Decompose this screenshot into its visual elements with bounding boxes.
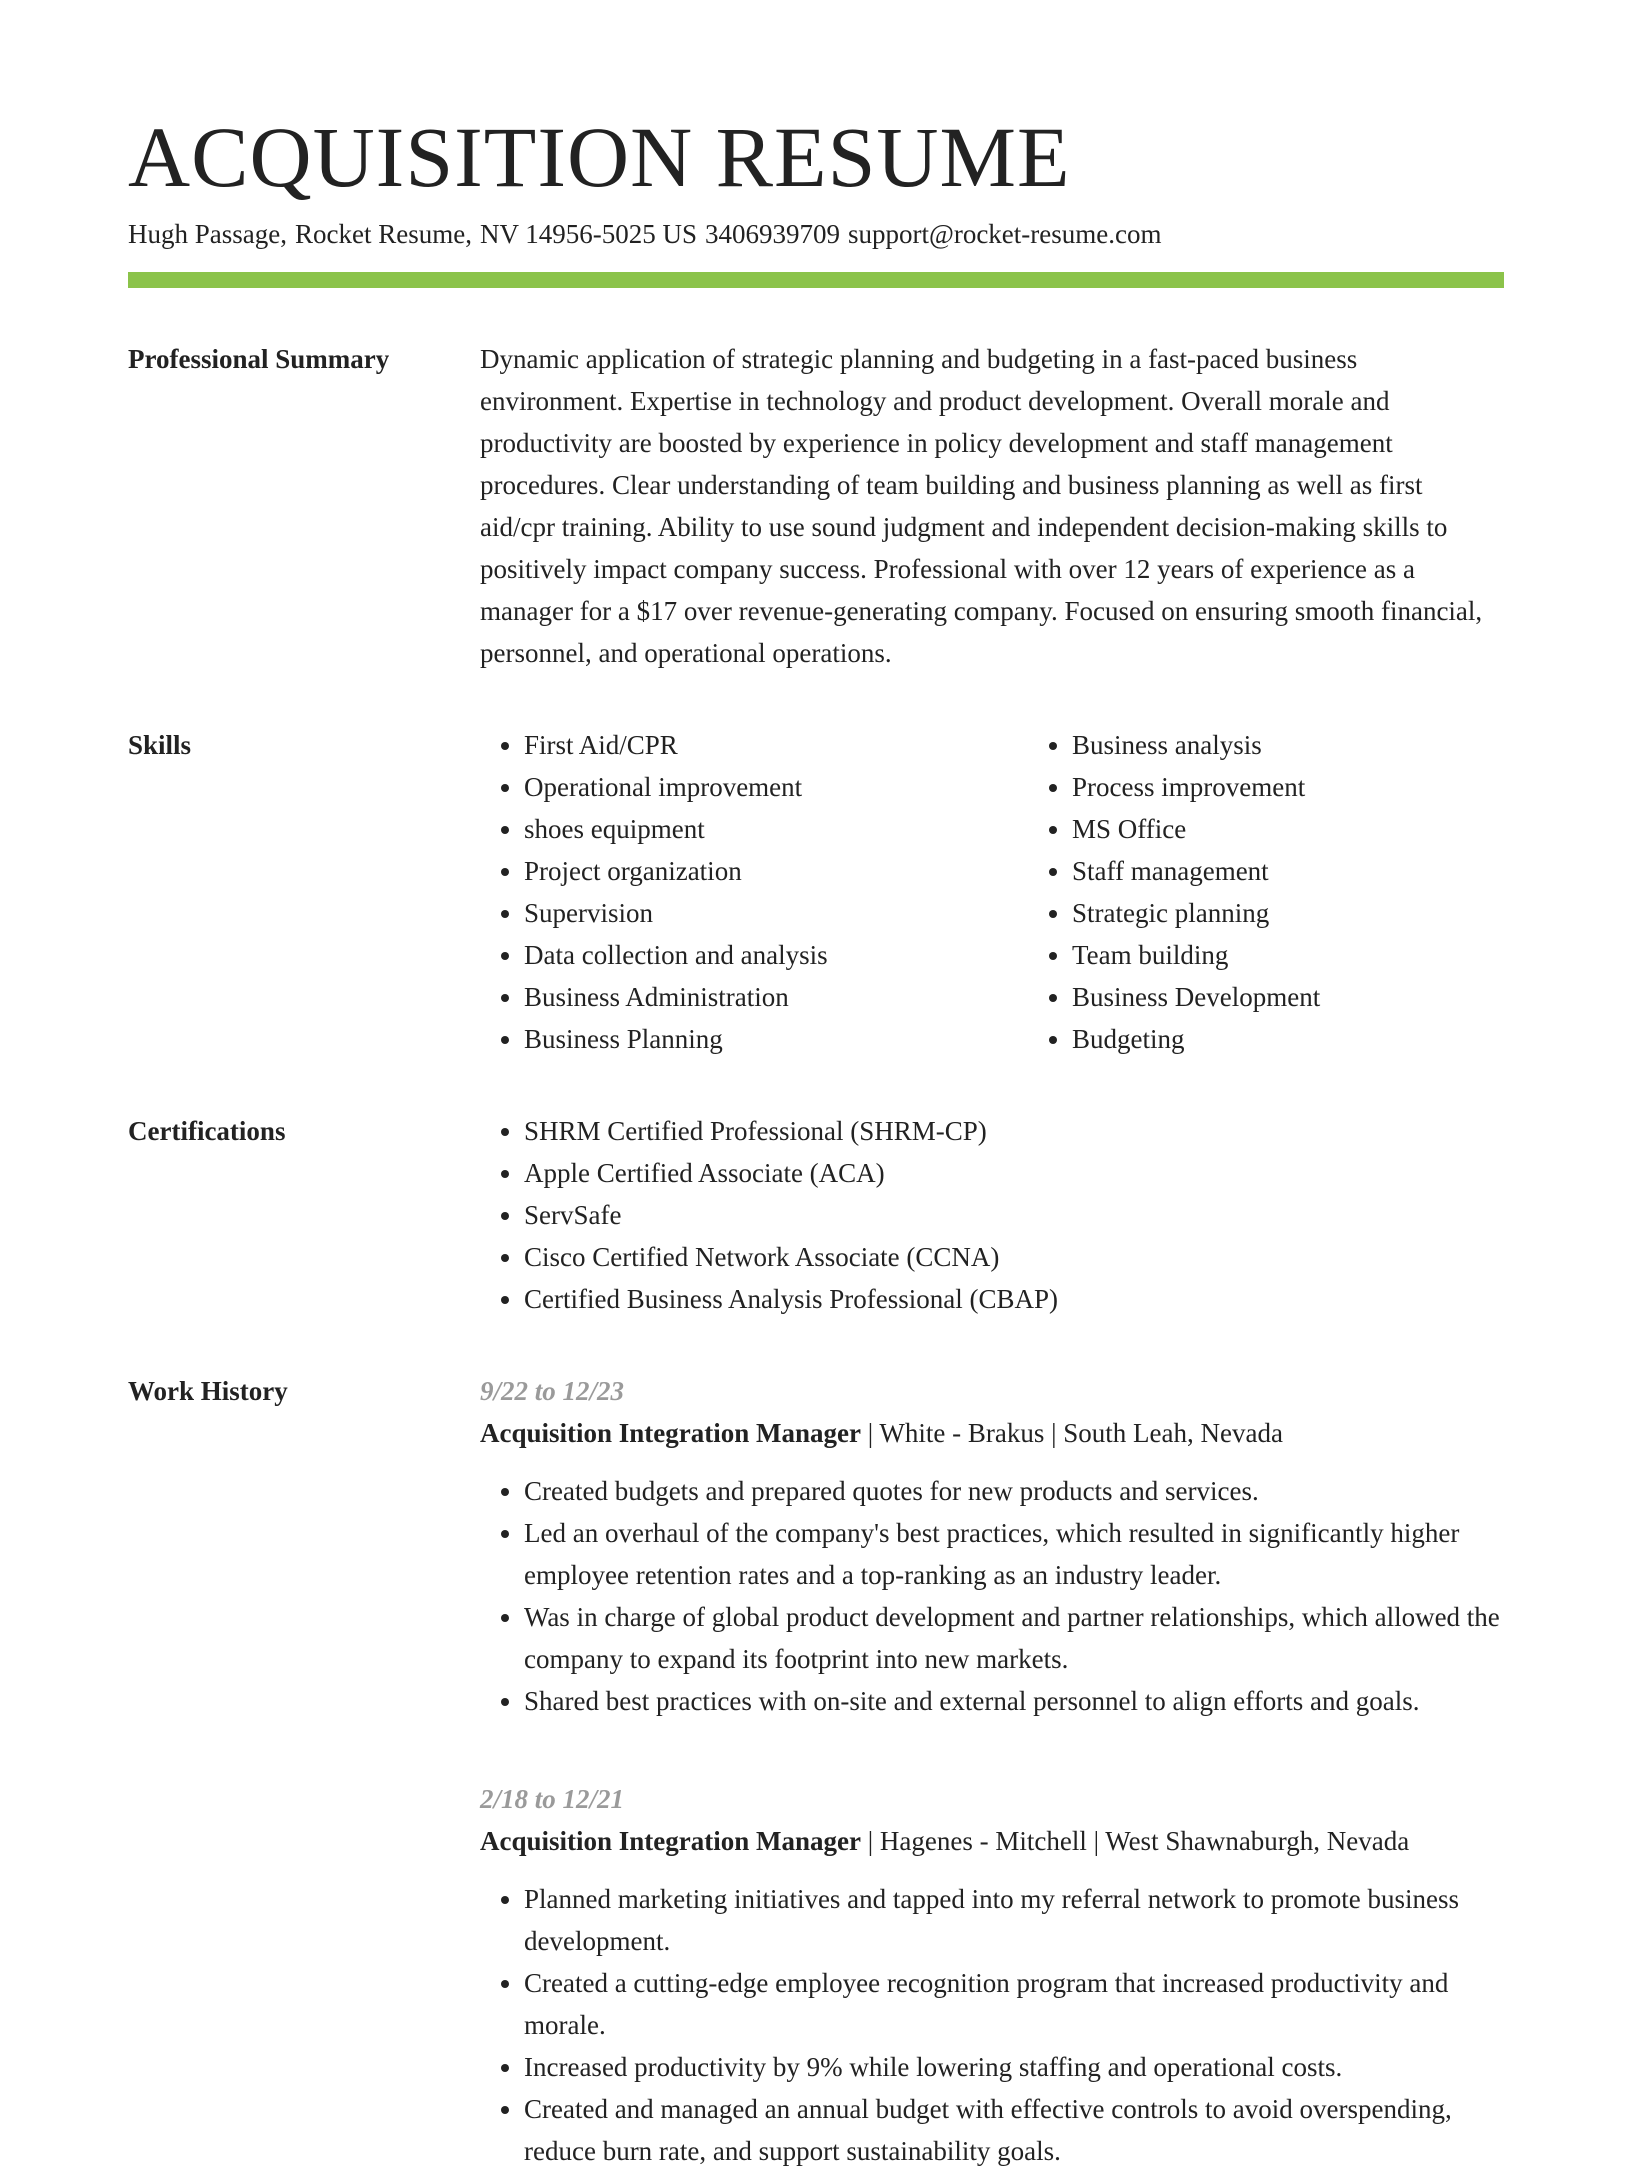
contact-city: Rocket Resume,: [294, 218, 472, 249]
section-label-certifications: Certifications: [128, 1115, 286, 1146]
skill-item: • Business Development: [1072, 976, 1576, 1018]
job-bullet: • Created a cutting-edge employee recognition program that increased productivity and morale.: [524, 1962, 1504, 2046]
skill-item: • Project organization: [524, 850, 1028, 892]
job-heading: [480, 1820, 1504, 1862]
header-divider: [128, 272, 1504, 288]
job-title: Acquisition Integration Manager: [480, 1417, 861, 1448]
section-label-skills: Skills: [128, 729, 192, 760]
summary-section: [128, 338, 1504, 674]
skill-item: • Data collection and analysis: [524, 934, 1028, 976]
job-bullet: • Shared best practices with on-site and external personnel to align efforts and goals.: [524, 1680, 1504, 1722]
job-entry: [480, 1778, 1504, 2172]
contact-phone: 3406939709: [704, 218, 840, 249]
summary-text: Dynamic application of strategic planning and budgeting in a fast-paced business environment. Expertise in technology and product development. Overall morale and productivity are boosted by experience in policy development and staff management procedures. Clear understanding of team building and business planning as well as first aid/cpr training. Ability to use sound judgment and independent decision-making skills to positively impact company success. Professional with over 12 years of experience as a manager for a $17 over revenue-generating company. Focused on ensuring smooth financial, personnel, and operational operations.: [480, 343, 1483, 668]
job-bullet: • Created budgets and prepared quotes for new products and services.: [524, 1470, 1504, 1512]
job-bullets: [480, 1470, 1504, 1722]
certifications-list: [480, 1110, 1504, 1320]
contact-name: Hugh Passage,: [128, 218, 287, 249]
job-date: 9/22 to 12/23: [480, 1375, 625, 1406]
skill-item: • Operational improvement: [524, 766, 1028, 808]
certification-item: • SHRM Certified Professional (SHRM-CP): [524, 1110, 1504, 1152]
certification-item: • Cisco Certified Network Associate (CCNA): [524, 1236, 1504, 1278]
resume-page: [128, 110, 1504, 2172]
section-label-work-history: Work History: [128, 1375, 288, 1406]
certification-item: • ServSafe: [524, 1194, 1504, 1236]
job-details: | White - Brakus | South Leah, Nevada: [861, 1417, 1283, 1448]
job-date: 2/18 to 12/21: [480, 1783, 625, 1814]
skill-item: • Budgeting: [1072, 1018, 1576, 1060]
skill-item: • Business analysis: [1072, 724, 1576, 766]
skills-list-left: [480, 724, 1028, 1060]
job-heading: [480, 1412, 1504, 1454]
skill-item: • Staff management: [1072, 850, 1576, 892]
skill-item: • Supervision: [524, 892, 1028, 934]
skill-item: • MS Office: [1072, 808, 1576, 850]
job-bullet: • Increased productivity by 9% while lowering staffing and operational costs.: [524, 2046, 1504, 2088]
skill-item: • Business Administration: [524, 976, 1028, 1018]
section-label-summary: Professional Summary: [128, 343, 390, 374]
job-bullet: • Planned marketing initiatives and tapped into my referral network to promote business development.: [524, 1878, 1504, 1962]
skill-item: • Process improvement: [1072, 766, 1576, 808]
job-bullets: [480, 1878, 1504, 2172]
skill-item: • Business Planning: [524, 1018, 1028, 1060]
job-bullet: • Led an overhaul of the company's best practices, which resulted in significantly higher employee retention rates and a top-ranking as an industry leader.: [524, 1512, 1504, 1596]
job-bullet: • Created and managed an annual budget with effective controls to avoid overspending, reduce burn rate, and support sustainability goals.: [524, 2088, 1504, 2172]
page-title: ACQUISITION RESUME: [128, 109, 1071, 205]
skill-item: • shoes equipment: [524, 808, 1028, 850]
job-bullet: • Was in charge of global product development and partner relationships, which allowed the company to expand its footprint into new markets.: [524, 1596, 1504, 1680]
certification-item: • Certified Business Analysis Professional (CBAP): [524, 1278, 1504, 1320]
skill-item: • Team building: [1072, 934, 1576, 976]
skill-item: • First Aid/CPR: [524, 724, 1028, 766]
certification-item: • Apple Certified Associate (ACA): [524, 1152, 1504, 1194]
job-title: Acquisition Integration Manager: [480, 1825, 861, 1856]
skills-section: [128, 724, 1504, 1060]
contact-region: NV 14956-5025 US: [479, 218, 697, 249]
certifications-section: [128, 1110, 1504, 1320]
contact-email: support@rocket-resume.com: [847, 218, 1162, 249]
work-history-section: [128, 1370, 1504, 2172]
skills-list-right: [1028, 724, 1576, 1060]
job-entry: [480, 1370, 1504, 1722]
contact-line: [128, 217, 1504, 252]
skill-item: • Strategic planning: [1072, 892, 1576, 934]
job-details: | Hagenes - Mitchell | West Shawnaburgh, Nevada: [861, 1825, 1410, 1856]
work-history-list: [480, 1370, 1504, 2172]
